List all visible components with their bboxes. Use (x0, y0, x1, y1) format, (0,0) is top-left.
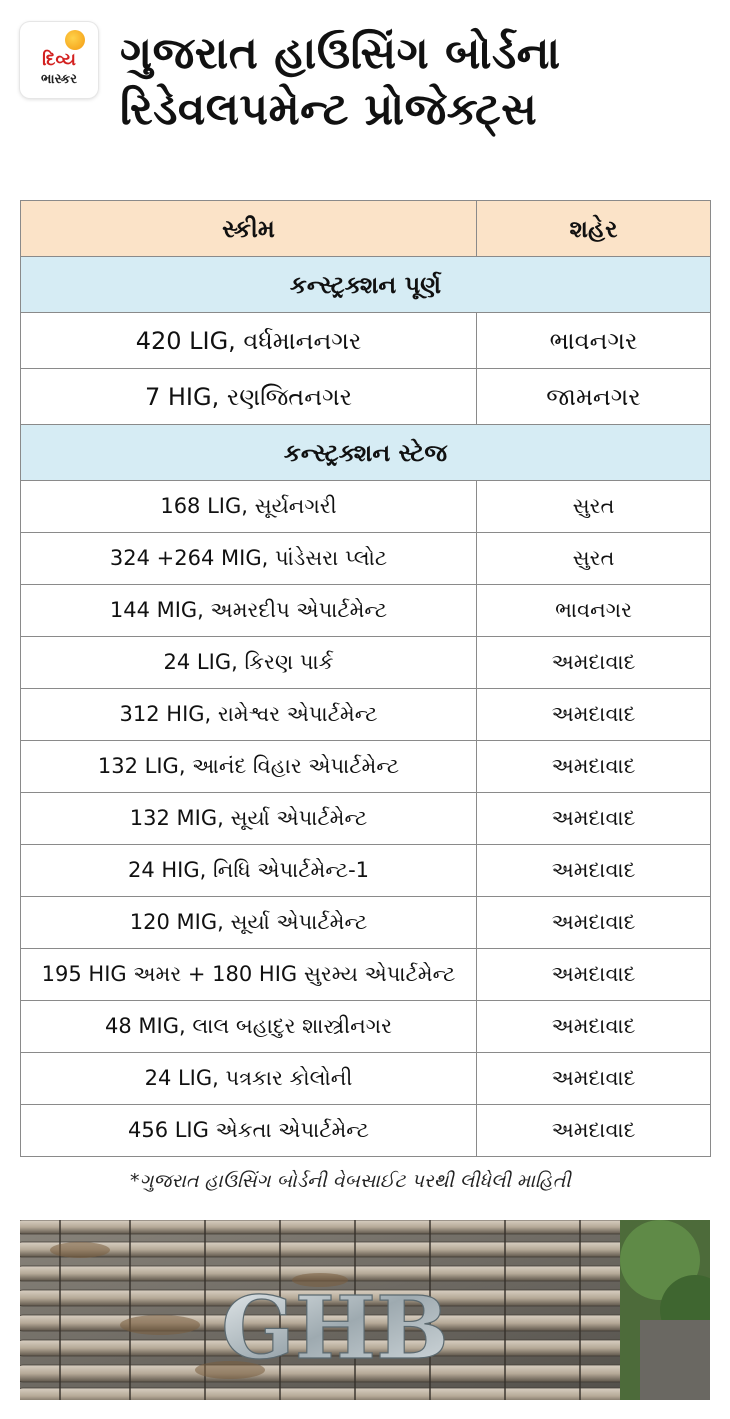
table-header-row (21, 201, 711, 257)
scheme-cell: 7 HIG, રણજિતનગર (21, 369, 477, 425)
header-city: શહેર (477, 201, 711, 257)
city-cell: જામનગર (477, 369, 711, 425)
section-heading: કન્સ્ટ્રક્શન પૂર્ણ (21, 257, 711, 313)
building-facade-illustration (20, 1220, 710, 1400)
city-cell: ભાવનગર (477, 585, 711, 637)
city-cell: સુરત (477, 533, 711, 585)
table-row (21, 313, 711, 369)
scheme-cell: 420 LIG, વર્ધમાનનગર (21, 313, 477, 369)
ghb-building-photo (20, 1220, 710, 1400)
header-scheme: સ્કીમ (21, 201, 477, 257)
scheme-cell: 132 LIG, આનંદ વિહાર એપાર્ટમેન્ટ (21, 741, 477, 793)
logo-line-1: દિવ્ય (42, 50, 76, 70)
city-cell: અમદાવાદ (477, 793, 711, 845)
table-row (21, 585, 711, 637)
projects-table (20, 200, 711, 1157)
scheme-cell: 324 +264 MIG, પાંડેસરા પ્લોટ (21, 533, 477, 585)
city-cell: અમદાવાદ (477, 689, 711, 741)
table-row (21, 637, 711, 689)
city-cell: સુરત (477, 481, 711, 533)
city-cell: અમદાવાદ (477, 637, 711, 689)
city-cell: અમદાવાદ (477, 1105, 711, 1157)
city-cell: અમદાવાદ (477, 845, 711, 897)
section-heading-row (21, 425, 711, 481)
table-row (21, 533, 711, 585)
scheme-cell: 144 MIG, અમરદીપ એપાર્ટમેન્ટ (21, 585, 477, 637)
city-cell: અમદાવાદ (477, 897, 711, 949)
city-cell: અમદાવાદ (477, 949, 711, 1001)
scheme-cell: 132 MIG, સૂર્યા એપાર્ટમેન્ટ (21, 793, 477, 845)
scheme-cell: 456 LIG એકતા એપાર્ટમેન્ટ (21, 1105, 477, 1157)
table-row (21, 1053, 711, 1105)
table-row (21, 689, 711, 741)
table-row (21, 369, 711, 425)
scheme-cell: 48 MIG, લાલ બહાદુર શાસ્ત્રીનગર (21, 1001, 477, 1053)
sun-icon (65, 30, 85, 50)
city-cell: અમદાવાદ (477, 1053, 711, 1105)
table-row (21, 741, 711, 793)
scheme-cell: 120 MIG, સૂર્યા એપાર્ટમેન્ટ (21, 897, 477, 949)
table-row (21, 949, 711, 1001)
divya-bhaskar-logo (20, 22, 98, 98)
table-row (21, 1001, 711, 1053)
city-cell: ભાવનગર (477, 313, 711, 369)
scheme-cell: 195 HIG અમર + 180 HIG સુરમ્ય એપાર્ટમેન્ટ (21, 949, 477, 1001)
city-cell: અમદાવાદ (477, 1001, 711, 1053)
source-note: *ગુજરાત હાઉસિંગ બોર્ડની વેબસાઈટ પરથી લીધેલી માહિતી (130, 1170, 571, 1192)
page-title: ગુજરાત હાઉસિંગ બોર્ડના રિડેવલપમેન્ટ પ્રોજેક્ટ્સ (120, 28, 561, 135)
logo-line-2: ભાસ્કર (41, 72, 77, 87)
city-cell: અમદાવાદ (477, 741, 711, 793)
table-row (21, 897, 711, 949)
scheme-cell: 24 LIG, પત્રકાર કોલોની (21, 1053, 477, 1105)
table-row (21, 1105, 711, 1157)
table-row (21, 793, 711, 845)
ghb-sign-text: GHB (221, 1278, 449, 1379)
section-heading-row (21, 257, 711, 313)
table-row (21, 845, 711, 897)
section-heading: કન્સ્ટ્રક્શન સ્ટેજ (21, 425, 711, 481)
scheme-cell: 312 HIG, રામેશ્વર એપાર્ટમેન્ટ (21, 689, 477, 741)
scheme-cell: 24 LIG, કિરણ પાર્ક (21, 637, 477, 689)
scheme-cell: 24 HIG, નિધિ એપાર્ટમેન્ટ-1 (21, 845, 477, 897)
scheme-cell: 168 LIG, સૂર્યનગરી (21, 481, 477, 533)
table-row (21, 481, 711, 533)
